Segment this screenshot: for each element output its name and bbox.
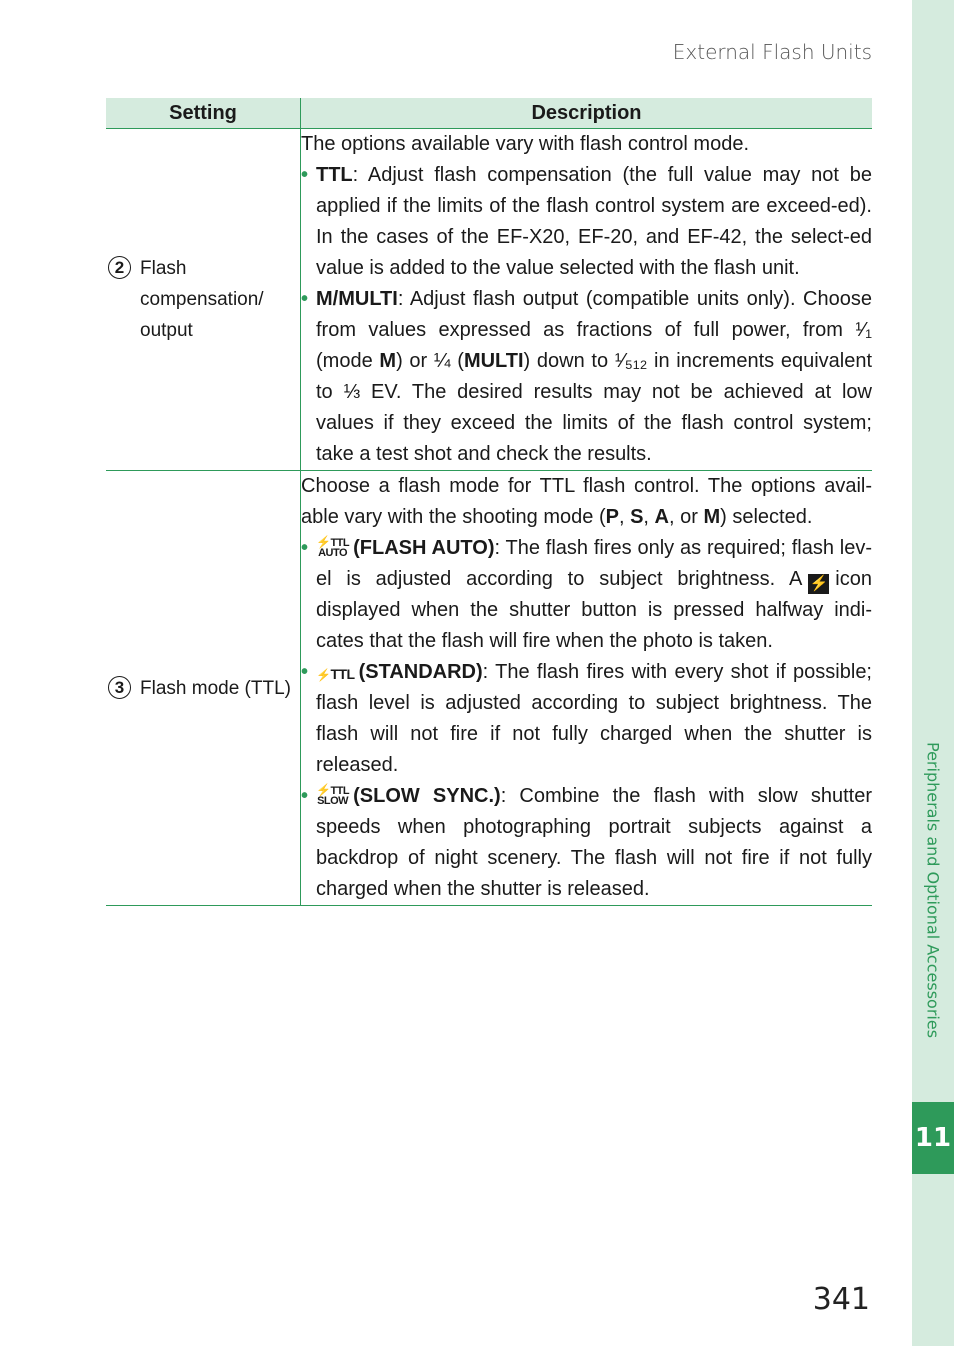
- flash-auto-icon: ⚡TTL AUTO: [316, 535, 350, 559]
- description-intro: Choose a flash mode for TTL flash control. The options avail-able vary with the shooting mode (P, S, A, or M) selected.: [301, 475, 872, 528]
- option-text: : Adjust flash output (compatible units only). Choose from values expressed as fractions of full power, from ¹⁄₁ (mode: [316, 288, 872, 372]
- option-text: : Adjust flash compensation (the full value may not be applied if the limits of the flash control system are exceed-ed). In the cases of the EF-X20, EF-20, and EF-42, the select-ed value is added to the value selected with the flash unit.: [316, 164, 872, 279]
- mode-letter: M: [379, 350, 397, 372]
- option-text: ) down to ¹⁄₅₁₂ in increments equivalent to ⅓ EV. The desired results may not be achieved at low values if they exceed the limits of the flash control system; take a test shot and check the results.: [316, 350, 873, 465]
- settings-table: [106, 98, 872, 906]
- option-list: [301, 160, 872, 470]
- option-list: [301, 533, 872, 905]
- flash-icon: ⚡: [809, 575, 829, 592]
- description-cell: [301, 129, 873, 471]
- page-number: 341: [812, 1282, 870, 1317]
- description-cell: [301, 471, 873, 906]
- option-term: (STANDARD): [358, 661, 483, 683]
- option-term: M/MULTI: [316, 288, 398, 310]
- option-text: : Combine the flash with slow shutter speeds when photographing portrait subjects against a backdrop of night scenery. The flash will not fire if not fully charged when the shutter is released.: [316, 785, 872, 900]
- mode-name: MULTI: [463, 350, 524, 372]
- table-row: [106, 129, 872, 471]
- list-item: [301, 781, 872, 905]
- setting-cell: [106, 129, 301, 471]
- flash-standard-icon: ⚡TTL: [316, 666, 355, 682]
- item-number-badge: 3: [108, 676, 131, 699]
- chapter-number: 11: [912, 1102, 954, 1174]
- flash-slow-sync-icon: ⚡TTL SLOW: [316, 783, 350, 807]
- list-item: [301, 533, 872, 657]
- section-label: Peripherals and Optional Accessories: [923, 742, 943, 1039]
- list-item: [301, 657, 872, 781]
- setting-name: Flash compensation/ output: [140, 258, 264, 341]
- column-header-setting: Setting: [106, 98, 301, 129]
- column-header-description: Description: [301, 98, 873, 129]
- option-term: TTL: [316, 164, 353, 186]
- option-term: (FLASH AUTO): [353, 537, 495, 559]
- option-text: : The flash fires with every shot if possible; flash level is adjusted according to subject brightness. The flash will not fire if not fully charged when the shutter is released.: [316, 661, 872, 776]
- description-intro: The options available vary with flash control mode.: [301, 133, 750, 155]
- item-number-badge: 2: [108, 256, 131, 279]
- chapter-side-tab: [912, 0, 954, 1346]
- setting-name: Flash mode (TTL): [140, 677, 291, 699]
- shooting-mode-m: M: [703, 506, 721, 528]
- option-text: icon displayed when the shutter button is pressed halfway indi-cates that the flash will fire when the photo is taken.: [316, 568, 872, 652]
- option-text: ) or ¼ (: [396, 350, 464, 372]
- setting-cell: [106, 471, 301, 906]
- table-row: [106, 471, 872, 906]
- list-item: [301, 284, 872, 470]
- shooting-mode-s: S: [630, 506, 644, 528]
- option-text: : The flash fires only as required; flash lev-el is adjusted according to subject brightness. A: [316, 537, 873, 590]
- shooting-mode-p: P: [605, 506, 619, 528]
- shooting-mode-a: A: [654, 506, 669, 528]
- option-term: (SLOW SYNC.): [353, 785, 501, 807]
- running-head: External Flash Units: [672, 40, 872, 64]
- table-header-row: [106, 98, 872, 129]
- list-item: [301, 160, 872, 284]
